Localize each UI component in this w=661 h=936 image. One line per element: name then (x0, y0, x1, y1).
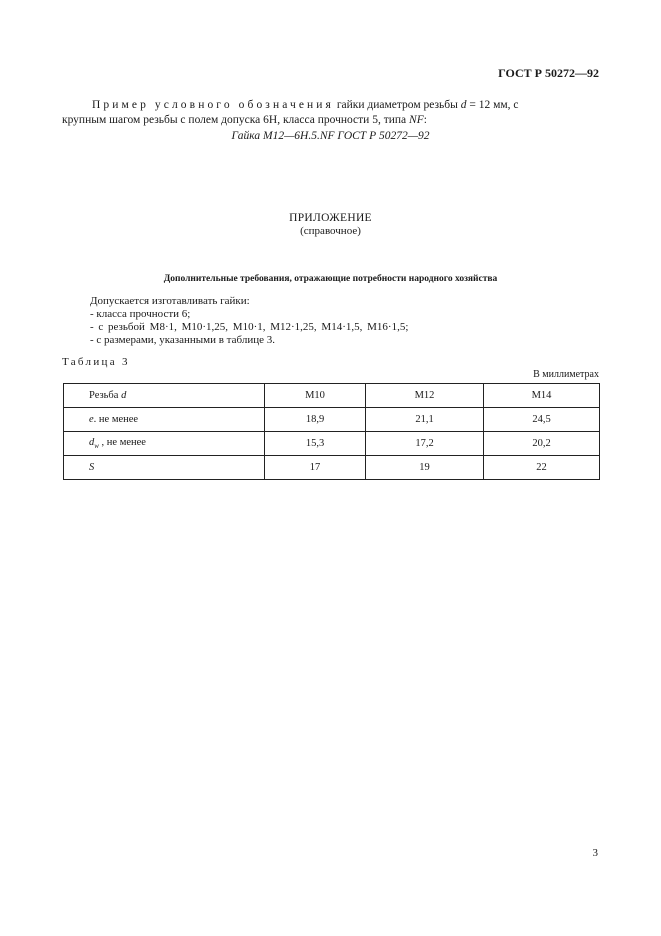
table-cell: 15,3 (265, 432, 366, 456)
header-label-cell (64, 384, 265, 408)
example-var-d: d (460, 99, 467, 111)
requirements-heading: Дополнительные требования, отражающие потребности народного хозяйства (163, 274, 498, 284)
row-label (64, 456, 265, 480)
example-var-nf: NF (409, 114, 424, 126)
header-col: М12 (366, 384, 484, 408)
table-cell: 24,5 (484, 408, 600, 432)
example-designation: Гайка М12—6Н.5.NF ГОСТ Р 50272—92 (231, 130, 430, 142)
row-var-sub: w (94, 442, 99, 451)
table-row (64, 456, 600, 480)
table-row (64, 408, 600, 432)
row-var: S (89, 462, 95, 473)
example-line-2-end: : (423, 114, 427, 126)
header-label-var: d (121, 390, 127, 401)
header-col: М14 (484, 384, 600, 408)
example-text-b: = 12 мм, с (466, 99, 519, 111)
row-label (64, 432, 265, 456)
dimensions-table (63, 383, 600, 480)
list-item: - с размерами, указанными в таблице 3. (90, 334, 275, 346)
row-suffix: . не менее (93, 414, 139, 425)
table-cell: 22 (484, 456, 600, 480)
row-var: е (89, 414, 94, 425)
table-header-row (64, 384, 600, 408)
table-cell: 19 (366, 456, 484, 480)
row-label (64, 408, 265, 432)
appendix-subtitle: (справочное) (300, 225, 361, 237)
table-cell: 21,1 (366, 408, 484, 432)
table-units: В миллиметрах (533, 369, 599, 380)
document-header: ГОСТ Р 50272—92 (498, 66, 599, 80)
table-cell: 17,2 (366, 432, 484, 456)
table-cell: 17 (265, 456, 366, 480)
page-number: 3 (592, 847, 598, 859)
table-cell: 20,2 (484, 432, 600, 456)
header-label: Резьба (89, 390, 122, 401)
table-cell: 18,9 (265, 408, 366, 432)
example-lead: Пример условного обозначения (92, 99, 334, 111)
list-item: - класса прочности 6; (90, 308, 191, 320)
table-caption: Таблица 3 (62, 356, 130, 368)
paragraph-intro: Допускается изготавливать гайки: (90, 295, 250, 307)
appendix-title: ПРИЛОЖЕНИЕ (289, 212, 372, 224)
list-item: - с резьбой М8·1, М10·1,25, М10·1, М12·1,25, М14·1,5, М16·1,5; (90, 321, 409, 333)
example-line-1 (92, 99, 519, 111)
example-text-a: гайки диаметром резьбы (333, 99, 461, 111)
example-line-2-text: крупным шагом резьбы с полем допуска 6Н, класса прочности 5, типа (62, 114, 410, 126)
example-line-2 (62, 114, 427, 126)
row-suffix: , не менее (98, 436, 146, 448)
row-var: d (89, 436, 95, 448)
header-col: М10 (265, 384, 366, 408)
table-row (64, 432, 600, 456)
